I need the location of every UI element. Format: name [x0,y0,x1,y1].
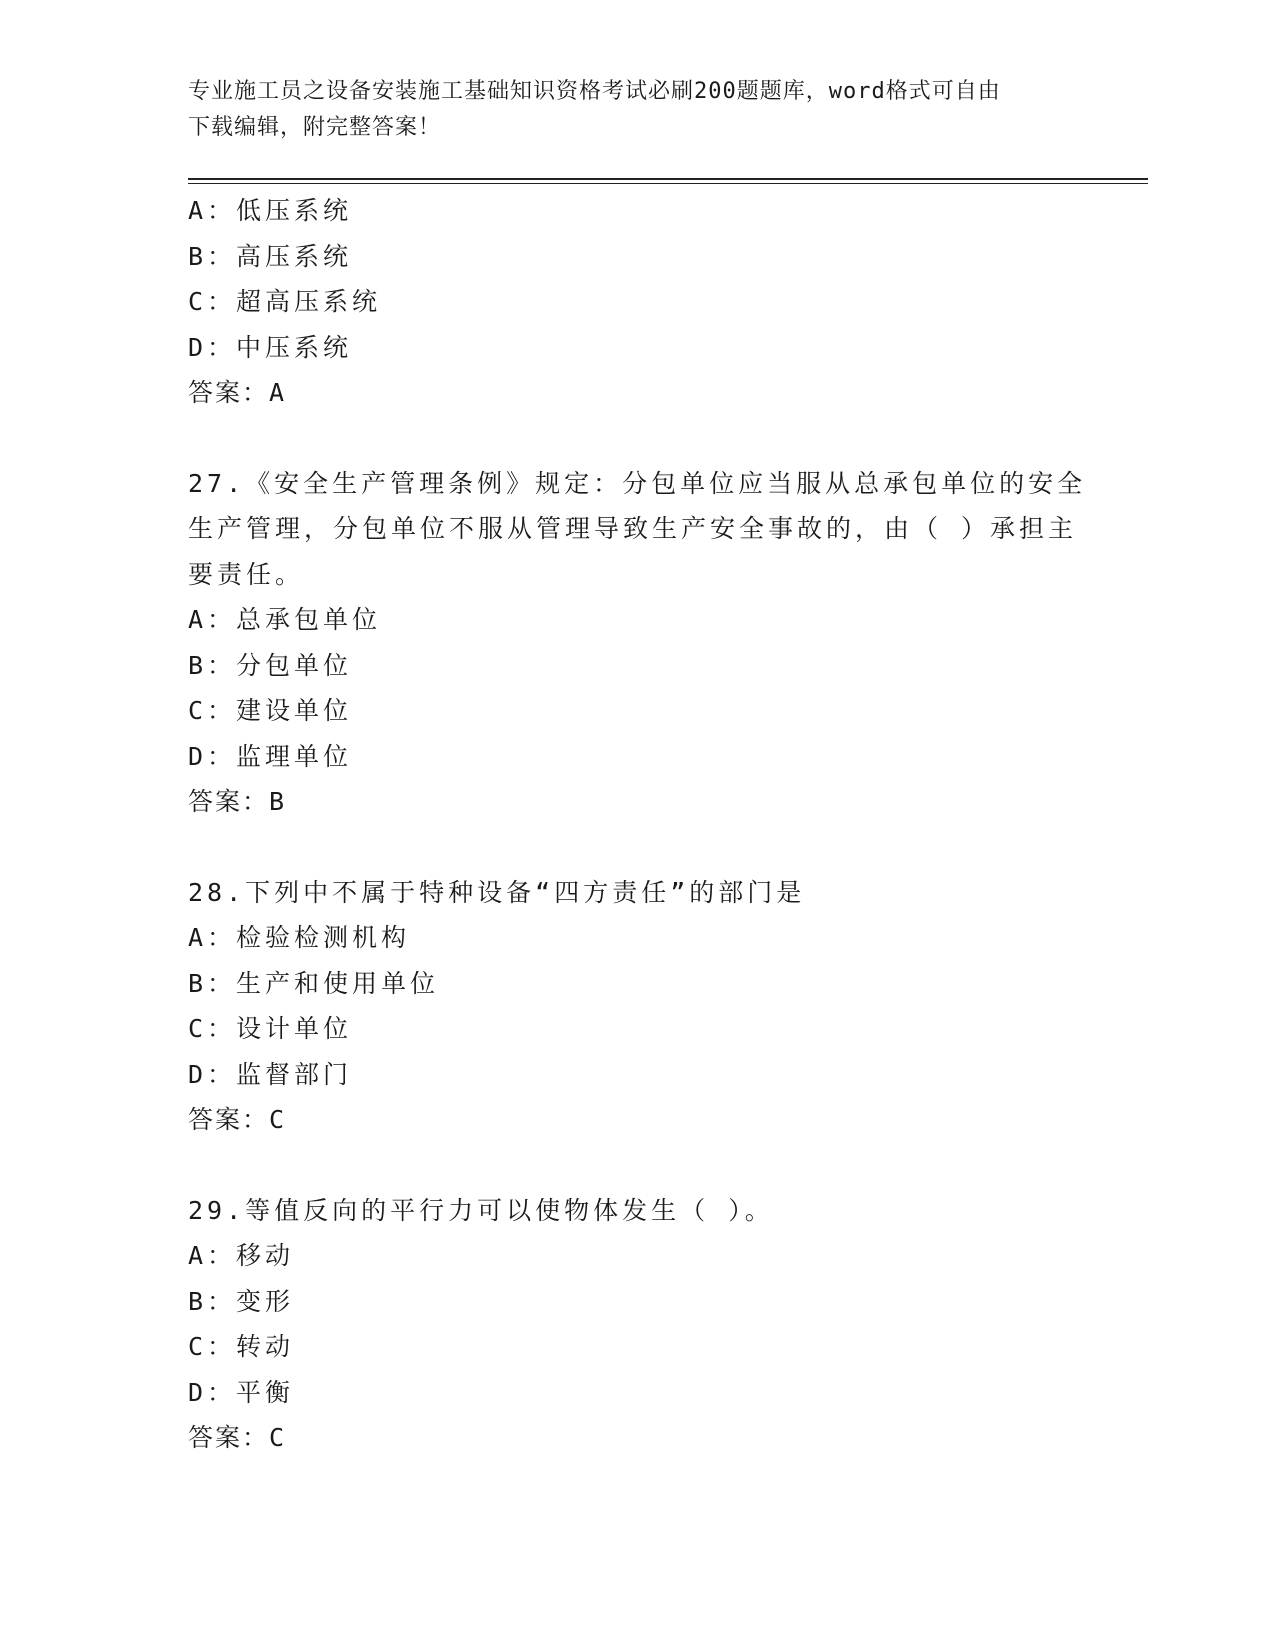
option-a: A：移动 [188,1241,295,1270]
question-28 [188,870,1148,1143]
answer-line: 答案：C [188,1105,287,1134]
option-a: A：总承包单位 [188,605,382,634]
answer-line: 答案：C [188,1423,287,1452]
answer-line: 答案：B [188,787,287,816]
question-text: 29.等值反向的平行力可以使物体发生（ ）。 [188,1195,774,1225]
option-a: A：检验检测机构 [188,923,411,952]
option-b: B：高压系统 [188,241,353,271]
header-title-line-2: 下载编辑，附完整答案！ [188,115,442,140]
document-header [188,74,1068,146]
question-29 [188,1188,1148,1461]
option-d: D：中压系统 [188,332,353,362]
header-divider-thin [188,183,1148,184]
option-a: A：低压系统 [188,196,353,225]
option-b: B：变形 [188,1286,295,1316]
option-d: D：监督部门 [188,1059,353,1089]
header-title-line-1: 专业施工员之设备安装施工基础知识资格考试必刷200题题库，word格式可自由 [188,79,1001,104]
option-c: C：超高压系统 [188,287,382,316]
question-list [188,188,1148,1461]
option-b: B：分包单位 [188,650,353,680]
question-spacer [188,1143,1148,1188]
question-spacer [188,825,1148,870]
option-b: B：生产和使用单位 [188,968,440,998]
question-spacer [188,416,1148,461]
question-text-line-1: 27.《安全生产管理条例》规定：分包单位应当服从总承包单位的安全 [188,468,1087,498]
question-text: 28.下列中不属于特种设备“四方责任”的部门是 [188,877,806,907]
question-text-line-3: 要责任。 [188,559,305,589]
question-26 [188,188,1148,416]
header-divider-thick [188,178,1148,180]
answer-line: 答案：A [188,378,287,407]
option-d: D：平衡 [188,1377,295,1407]
option-c: C：设计单位 [188,1014,353,1043]
option-d: D：监理单位 [188,741,353,771]
option-c: C：转动 [188,1332,295,1361]
question-27 [188,461,1148,825]
option-c: C：建设单位 [188,696,353,725]
question-text-line-2: 生产管理，分包单位不服从管理导致生产安全事故的，由（ ）承担主 [188,514,1078,543]
